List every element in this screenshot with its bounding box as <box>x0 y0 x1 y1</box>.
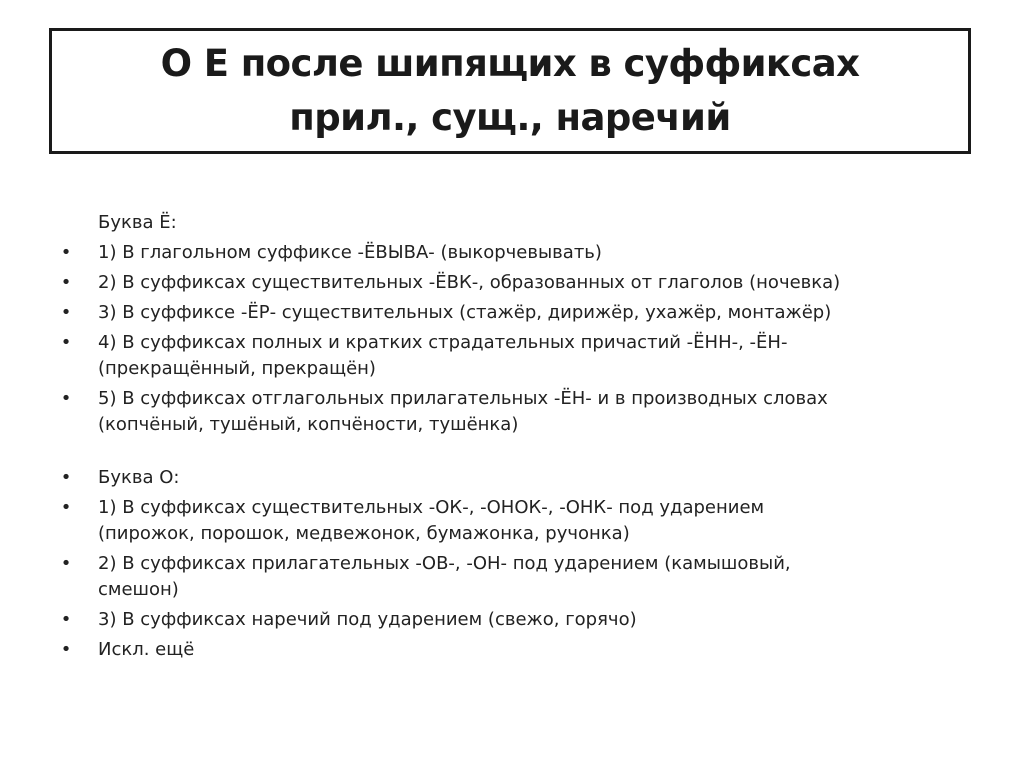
title-line-1: О Е после шипящих в суффиксах <box>160 42 860 85</box>
list-item <box>60 270 960 296</box>
list-item-text: Искл. ещё <box>98 639 195 660</box>
list-item-text: 4) В суффиксах полных и кратких страдательных причастий -ЁНН-, -ЁН- <box>98 332 788 353</box>
list-item-text: 1) В глагольном суффиксе -ЁВЫВА- (выкорчевывать) <box>98 242 602 263</box>
list-item-text: 1) В суффиксах существительных -ОК-, -ОНОК-, -ОНК- под ударением <box>98 497 765 518</box>
bullet-icon: • <box>60 609 72 630</box>
list-item <box>60 240 960 266</box>
list-item-text: 2) В суффиксах существительных -ЁВК-, образованных от глаголов (ночевка) <box>98 272 841 293</box>
list-item-text: 2) В суффиксах прилагательных -ОВ-, -ОН- под ударением (камышовый, <box>98 553 791 574</box>
bullet-icon: • <box>60 272 72 293</box>
title-box <box>49 28 971 154</box>
bullet-icon: • <box>60 302 72 323</box>
list-item <box>60 495 960 547</box>
list-item-text: (пирожок, порошок, медвежонок, бумажонка, ручонка) <box>98 523 630 544</box>
bullet-icon: • <box>60 639 72 660</box>
bullet-icon: • <box>60 553 72 574</box>
content-body <box>60 210 960 667</box>
list-item-text: (прекращённый, прекращён) <box>98 358 376 379</box>
list-item-text: (копчёный, тушёный, копчёности, тушёнка) <box>98 414 519 435</box>
list-item-text: 5) В суффиксах отглагольных прилагательных -ЁН- и в производных словах <box>98 388 828 409</box>
list-item-text: смешон) <box>98 579 179 600</box>
list-item-text: Буква О: <box>98 467 180 488</box>
section-e-list <box>60 240 960 438</box>
section-o-list <box>60 465 960 663</box>
bullet-icon: • <box>60 388 72 409</box>
bullet-icon: • <box>60 497 72 518</box>
section-e-heading: Буква Ё: <box>98 212 177 233</box>
list-item <box>60 330 960 382</box>
spacer <box>60 442 960 465</box>
list-item <box>60 551 960 603</box>
bullet-icon: • <box>60 467 72 488</box>
bullet-icon: • <box>60 332 72 353</box>
list-item <box>60 386 960 438</box>
section-o-heading <box>60 465 960 491</box>
list-item-text: 3) В суффиксе -ЁР- существительных (стажёр, дирижёр, ухажёр, монтажёр) <box>98 302 832 323</box>
list-item-text: 3) В суффиксах наречий под ударением (свежо, горячо) <box>98 609 637 630</box>
title-line-2: прил., сущ., наречий <box>289 96 731 139</box>
list-item <box>60 637 960 663</box>
list-item <box>60 300 960 326</box>
bullet-icon: • <box>60 242 72 263</box>
list-item <box>60 607 960 633</box>
